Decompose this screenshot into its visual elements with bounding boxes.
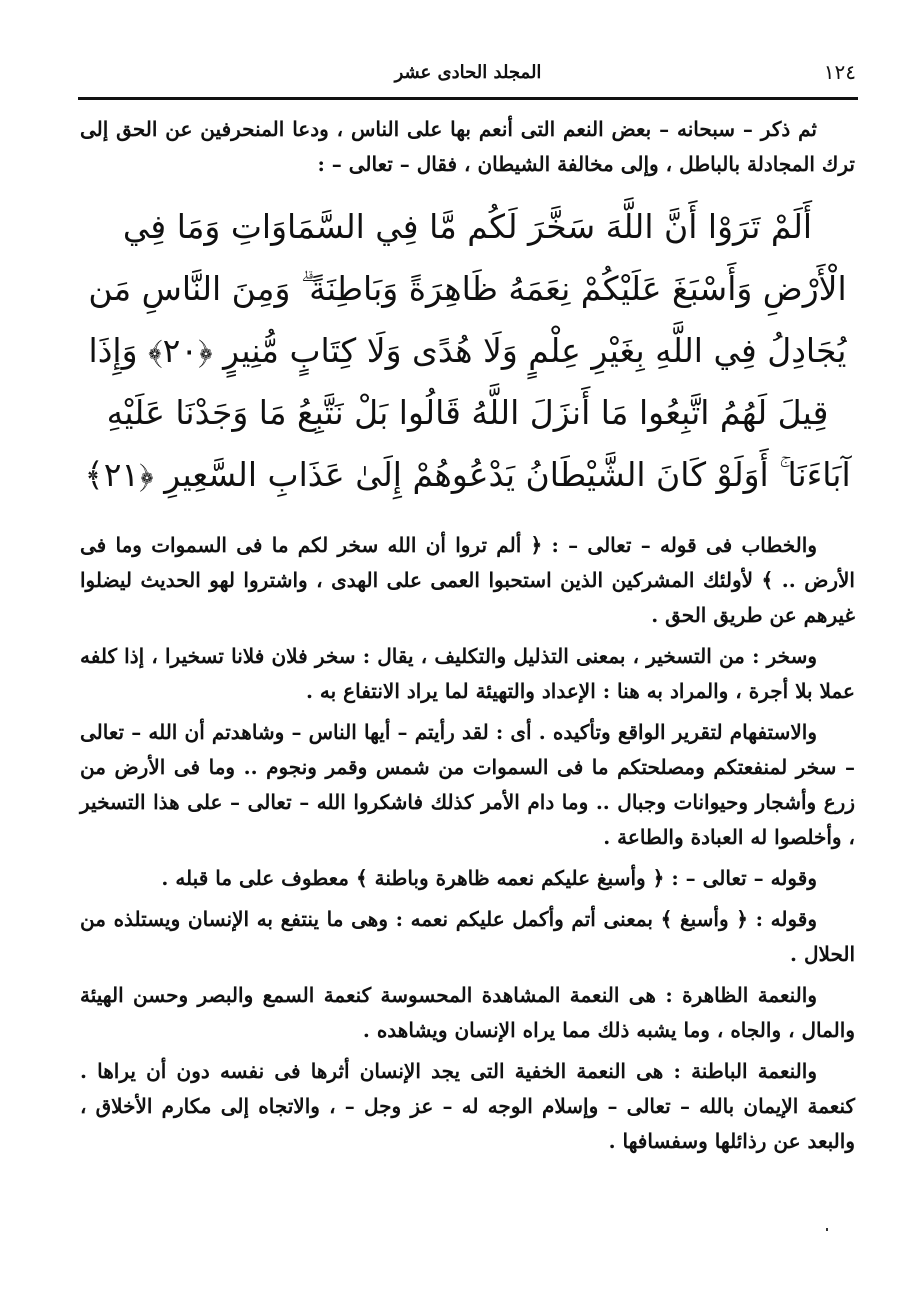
paragraph: وقوله – تعالى – : ﴿ وأسبغ عليكم نعمه ظاهرة وباطنة ﴾ معطوف على ما قبله . — [161, 866, 817, 890]
page-number: ١٢٤ — [823, 60, 856, 84]
quran-verses: أَلَمْ تَرَوْا أَنَّ اللَّهَ سَخَّرَ لَكُم مَّا فِي السَّمَاوَاتِ وَمَا فِي الْأَرْضِ وَأَسْبَغَ عَلَيْكُمْ نِعَمَهُ ظَاهِرَةً وَبَاطِنَةً ۗ وَمِنَ النَّاسِ مَن يُجَادِلُ فِي اللَّهِ بِغَيْرِ عِلْمٍ وَلَا هُدًى وَلَا كِتَابٍ مُّنِيرٍ ﴿٢٠﴾ وَإِذَا قِيلَ لَهُمُ اتَّبِعُوا مَا أَنزَلَ اللَّهُ قَالُوا بَلْ نَتَّبِعُ مَا وَجَدْنَا عَلَيْهِ آبَاءَنَا ۚ أَوَلَوْ كَانَ الشَّيْطَانُ يَدْعُوهُمْ إِلَىٰ عَذَابِ السَّعِيرِ ﴿٢١﴾ — [84, 207, 851, 494]
paragraph: والخطاب فى قوله – تعالى – : ﴿ ألم تروا أن الله سخر لكم ما فى السموات وما فى الأرض .. ﴾ لأولئك المشركين الذين استحبوا العمى على الهدى ، واشتروا لهو الحديث ليضلوا غيرهم عن طريق الحق . — [80, 533, 855, 627]
page-body — [80, 112, 855, 1165]
paragraph: والنعمة الظاهرة : هى النعمة المشاهدة المحسوسة كنعمة السمع والبصر وحسن الهيئة والمال ، والجاه ، وما يشبه ذلك مما يراه الإنسان ويشاهده . — [80, 983, 855, 1042]
intro-paragraph: ثم ذكر – سبحانه – بعض النعم التى أنعم بها على الناس ، ودعا المنحرفين عن الحق إلى ترك المجادلة بالباطل ، وإلى مخالفة الشيطان ، فقال – تعالى – : — [80, 117, 855, 176]
header-rule — [78, 97, 858, 100]
page-header — [80, 58, 856, 88]
paragraph: والنعمة الباطنة : هى النعمة الخفية التى يجد الإنسان أثرها فى نفسه دون أن يراها . كنعمة الإيمان بالله – تعالى – وإسلام الوجه له – عز وجل – ، والاتجاه إلى مكارم الأخلاق ، والبعد عن رذائلها وسفسافها . — [80, 1059, 855, 1153]
running-title: المجلد الحادى عشر — [394, 62, 542, 83]
paragraph: وسخر : من التسخير ، بمعنى التذليل والتكليف ، يقال : سخر فلان فلانا تسخيرا ، إذا كلفه عملا بلا أجرة ، والمراد به هنا : الإعداد والتهيئة لما يراد الانتفاع به . — [80, 644, 855, 703]
paragraph: وقوله : ﴿ وأسبغ ﴾ بمعنى أتم وأكمل عليكم نعمه : وهى ما ينتفع به الإنسان ويستلذه من الحلال . — [80, 907, 855, 966]
scan-speck — [826, 1228, 828, 1231]
paragraph: والاستفهام لتقرير الواقع وتأكيده . أى : لقد رأيتم – أيها الناس – وشاهدتم أن الله – تعالى – سخر لمنفعتكم ومصلحتكم ما فى السموات من شمس وقمر ونجوم .. وما فى الأرض من زرع وأشجار وحيوانات وجبال .. وما دام الأمر كذلك فاشكروا الله – تعالى – على هذا التسخير ، وأخلصوا له العبادة والطاعة . — [80, 720, 855, 849]
